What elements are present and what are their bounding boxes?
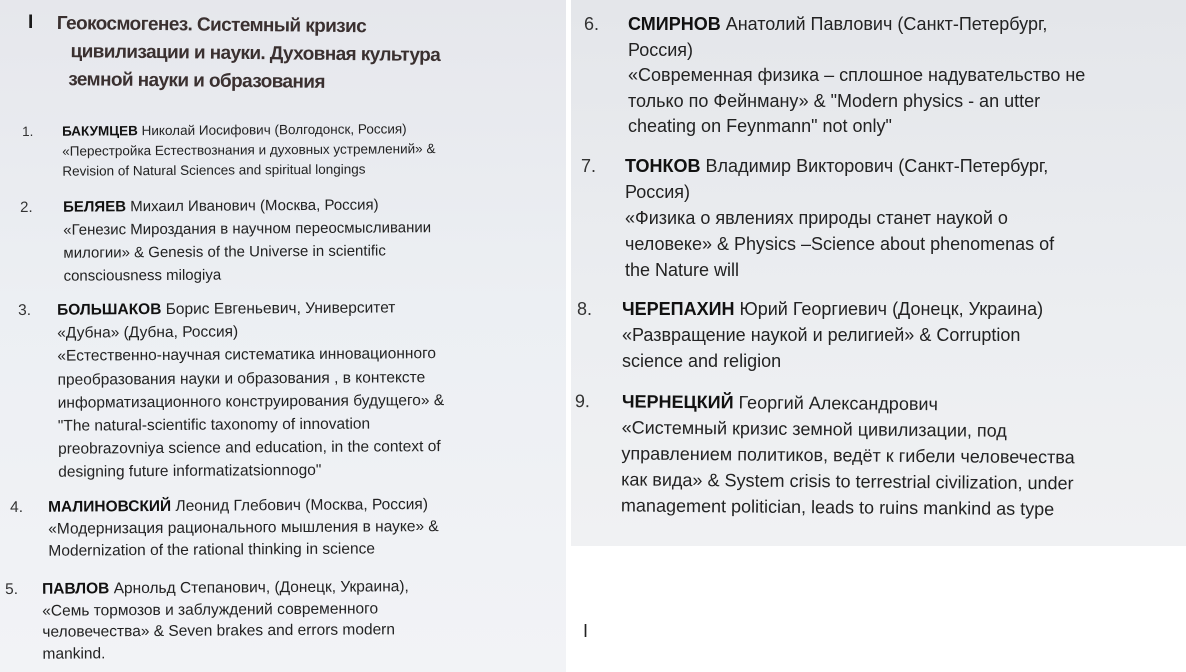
entry-heading <box>62 119 435 142</box>
entry-number: 8. <box>577 299 593 319</box>
entry-name: Николай Иосифович <box>137 122 271 139</box>
entry-number: 6. <box>584 14 600 34</box>
entry-number: 2. <box>20 198 33 216</box>
entry-text-line: «Генезис Мироздания в научном переосмысливании <box>63 219 432 239</box>
entry-text-line: «Семь тормозов и заблуждений современного <box>42 599 379 620</box>
entry-body <box>622 296 1043 374</box>
entry-text-line: «Физика о явлениях природы станет наукой о <box>625 208 1008 228</box>
entry-surname: БЕЛЯЕВ <box>63 198 127 216</box>
entry-name: Арнольд Степанович <box>109 579 266 598</box>
section-title-line: Геокосмогенез. Системный кризис <box>56 12 367 38</box>
entry-text-line: Revision of Natural Sciences and spiritual longings <box>62 161 366 179</box>
entry-affiliation: , (Донецк, Украина), <box>265 578 409 597</box>
entry-heading <box>628 12 1085 38</box>
entry-body <box>48 494 439 563</box>
entry-affiliation: (Санкт-Петербург, <box>892 14 1048 34</box>
entry-text-line: Modernization of the rational thinking in science <box>48 540 375 560</box>
entry-text-line: милогии» & Genesis of the Universe in scientific <box>63 242 386 262</box>
entry-name: Юрий Георгиевич <box>734 299 888 319</box>
entry-name: Владимир Викторович <box>700 156 894 176</box>
section-title <box>56 10 527 99</box>
entry-name: Борис Евгеньевич <box>161 300 297 318</box>
entry-text-line: «Системный кризис земной цивилизации, под <box>621 417 1007 441</box>
entry-text-line: управлением политиков, ведёт к гибели человечества <box>621 443 1075 468</box>
entry-surname: ЧЕРЕПАХИН <box>622 299 735 319</box>
entry-text-line: science and religion <box>622 351 782 371</box>
section-number: I <box>28 12 34 33</box>
entry-affiliation: , Университет <box>296 299 396 318</box>
entry-text-line: «Развращение наукой и религией» & Corruption <box>622 325 1021 345</box>
entry-heading <box>57 296 444 322</box>
entry-body <box>42 576 409 665</box>
entry-number: 1. <box>22 123 34 139</box>
entry-text-line: «Модернизация рационального мышления в науке» & <box>48 518 439 538</box>
entry-text-line: mankind. <box>42 644 106 663</box>
entry-affiliation: (Санкт-Петербург, <box>893 156 1049 176</box>
entry-heading <box>622 296 1043 322</box>
entry-text-line: designing future informatizatsionnogo" <box>58 462 322 482</box>
entry-number: 3. <box>18 301 32 319</box>
section-title-line: цивилизации и науки. Духовная культура <box>70 41 441 67</box>
entry-text-line: Россия) <box>628 39 694 60</box>
entry-text-line: человечества» & Seven brakes and errors modern <box>42 621 396 641</box>
entry-text-line: человеке» & Physics –Science about phenomenas of <box>625 234 1055 254</box>
entry-text-line: consciousness milogiya <box>63 266 222 285</box>
entry-number: 4. <box>10 498 24 516</box>
entry-surname: БОЛЬШАКОВ <box>57 300 162 319</box>
entry-name: Михаил Иванович <box>125 197 256 216</box>
entry-text-line: "The natural-scientific taxonomy of innovation <box>57 415 371 435</box>
entry-text-line: только по Фейнману» & "Modern physics - an utter <box>628 90 1041 111</box>
entry-name: Леонид Глебович <box>171 496 302 515</box>
entry-number: 7. <box>581 156 597 176</box>
entry-number: 9. <box>574 390 590 412</box>
entry-text-line: информатизационного конструирования будущего» & <box>57 391 445 412</box>
entry-heading <box>63 193 431 219</box>
page-marker: I <box>583 621 589 641</box>
entry-text-line: «Естественно-научная систематика инновационного <box>57 345 437 366</box>
entry-text-line: management politician, leads to ruins mankind as type <box>620 495 1055 520</box>
entry-affiliation: (Москва, Россия) <box>300 496 429 514</box>
entry-heading <box>625 153 1054 179</box>
entry-text-line: the Nature will <box>625 260 740 280</box>
entry-text-line: «Перестройка Естествознания и духовных устремлений» & <box>62 141 436 159</box>
entry-surname: МАЛИНОВСКИЙ <box>48 497 172 516</box>
entry-heading <box>622 388 1075 418</box>
entry-name: Анатолий Павлович <box>720 14 893 34</box>
entry-body <box>625 153 1054 283</box>
entry-body <box>63 193 432 288</box>
entry-text-line: преобразования науки и образования , в контексте <box>57 368 426 389</box>
entry-heading <box>48 494 439 519</box>
entry-surname: БАКУМЦЕВ <box>62 123 138 139</box>
entry-text-line: Россия) <box>625 182 691 202</box>
entry-text-line: preobrazovniya science and education, in the context of <box>57 438 441 458</box>
entry-body <box>62 119 436 182</box>
entry-surname: ТОНКОВ <box>625 156 701 176</box>
entry-surname: ЧЕРНЕЦКИЙ <box>621 391 734 413</box>
entry-number: 5. <box>5 580 19 598</box>
section-title-line: земной науки и образования <box>68 69 325 93</box>
entry-heading <box>42 576 409 600</box>
entry-body <box>621 388 1075 522</box>
entry-text-line: «Дубна» (Дубна, Россия) <box>57 323 239 342</box>
entry-text-line: cheating on Feynmann" not only" <box>628 116 892 136</box>
entry-affiliation: (Донецк, Украина) <box>887 299 1044 319</box>
entry-affiliation: (Волгодонск, Россия) <box>270 121 407 138</box>
entry-name: Георгий Александрович <box>733 392 938 415</box>
entry-body <box>628 12 1085 140</box>
entry-text-line: как вида» & System crisis to terrestrial civilization, under <box>621 469 1074 494</box>
entry-body <box>57 296 445 484</box>
entry-affiliation: (Москва, Россия) <box>255 196 379 215</box>
entry-surname: СМИРНОВ <box>628 14 721 34</box>
entry-text-line: «Современная физика – сплошное надувательство не <box>628 65 1086 85</box>
entry-surname: ПАВЛОВ <box>42 580 110 598</box>
